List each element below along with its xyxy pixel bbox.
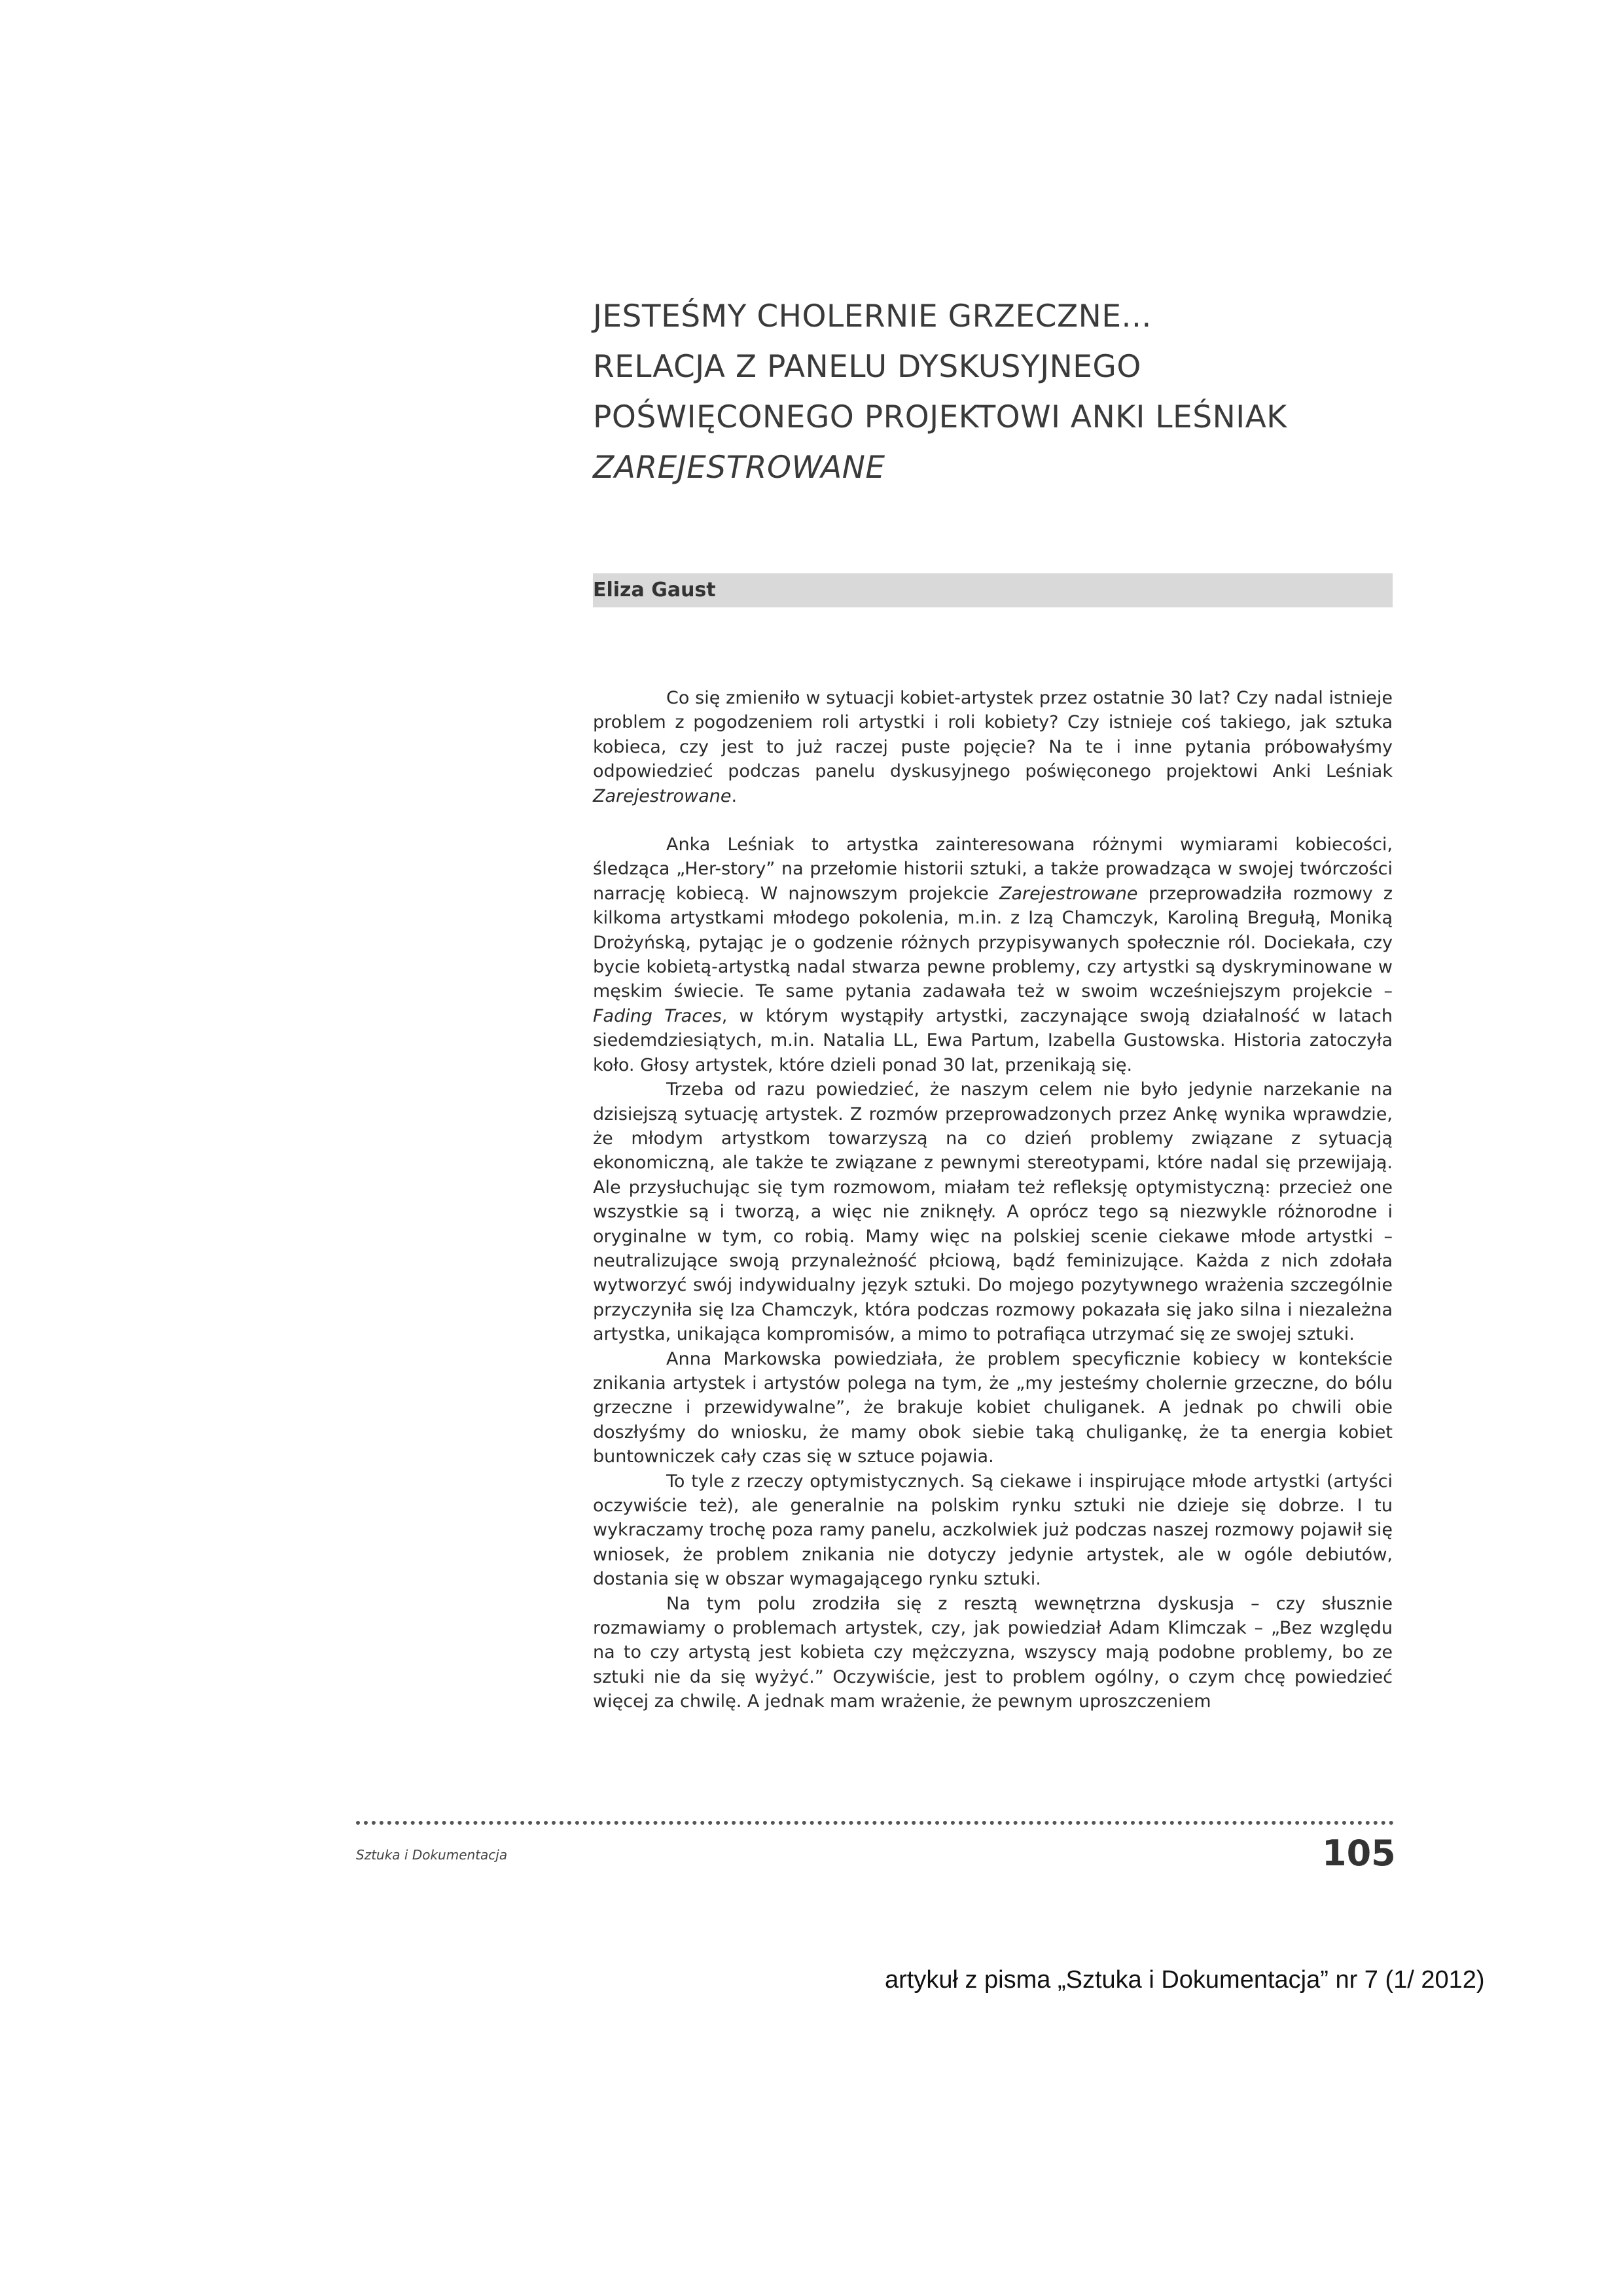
p1-project-title: Zarejestrowane [593, 785, 732, 806]
article-body [593, 686, 1393, 1714]
article-title [593, 291, 1411, 493]
footer-journal-name: Sztuka i Dokumentacja [356, 1847, 508, 1863]
p1-text-c: . [731, 785, 738, 806]
title-line-2: RELACJA Z PANELU DYSKUSYJNEGO [593, 349, 1141, 385]
author-name: Eliza Gaust [593, 579, 716, 601]
p2-project-title: Zarejestrowane [999, 883, 1138, 904]
p2-fading-traces: Fading Traces [593, 1005, 722, 1026]
author-bar [593, 573, 1393, 607]
paragraph-1 [593, 686, 1393, 808]
p2-text-e: , w którym wystąpiły artystki, zaczynające swoją działalność w latach siedemdziesiątych, m.in. Natalia LL, Ewa Partum, Izabella Gustowska. Historia zatoczyła koło. Głosy artystek, które dzieli ponad 30 lat, przenikają się. [593, 1005, 1393, 1075]
paragraph-2 [593, 833, 1393, 1077]
paragraph-4: Anna Markowska powiedziała, że problem specyficznie kobiecy w kontekście znikania artystek i artystów polega na tym, że „my jesteśmy cholernie grzeczne, do bólu grzeczne i przewidywalne”, że brakuje kobiet chuliganek. A jednak po chwili obie doszłyśmy do wniosku, że mamy obok siebie taką chuligankę, że ta energia kobiet buntowniczek cały czas się w sztuce pojawia. [593, 1348, 1393, 1467]
p1-text-a: Co się zmieniło w sytuacji kobiet-artystek przez ostatnie 30 lat? Czy nadal istnieje problem z pogodzeniem roli artystki i roli kobiety? Czy istnieje coś takiego, jak sztuka kobieca, czy jest to już raczej puste pojęcie? Na te i inne pytania próbowałyśmy odpowiedzieć podczas panelu dyskusyjnego poświęconego projektowi Anki Leśniak [593, 688, 1393, 782]
paragraph-5: To tyle z rzeczy optymistycznych. Są ciekawe i inspirujące młode artystki (artyści oczywiście też), ale generalnie na polskim rynku sztuki nie dzieje się dobrze. I tu wykraczamy trochę poza ramy panelu, aczkolwiek już podczas naszej rozmowy pojawił się wniosek, że problem znikania nie dotyczy jedynie artystek, ale w ogóle debiutów, dostania się w obszar wymagającego rynku sztuki. [593, 1471, 1393, 1590]
title-line-4: ZAREJESTROWANE [593, 450, 885, 486]
paragraph-3: Trzeba od razu powiedzieć, że naszym celem nie było jedynie narzekanie na dzisiejszą sytuację artystek. Z rozmów przeprowadzonych przez Ankę wynika wprawdzie, że młodym artystkom towarzyszą na co dzień problemy związane z sytuacją ekonomiczną, ale także te związane z pewnymi stereotypami, które nadal się przewijają. Ale przysłuchując się tym rozmowom, miałam też refleksję optymistyczną: przecież one wszystkie są i tworzą, a więc nie zniknęły. A oprócz tego są niezwykle różnorodne i oryginalne w tym, co robią. Mamy więc na polskiej scenie ciekawe młode artystki – neutralizujące swoją przynależność płciową, bądź feminizujące. Każda z nich zdołała wytworzyć swój indywidualny język sztuki. Do mojego pozytywnego wrażenia szczególnie przyczyniła się Iza Chamczyk, która podczas rozmowy pokazała się jako silna i niezależna artystka, unikająca kompromisów, a mimo to potrafiąca utrzymać się ze swojej sztuki. [593, 1079, 1393, 1345]
title-line-1: JESTEŚMY CHOLERNIE GRZECZNE... [593, 298, 1152, 334]
p2-text-c: przeprowadziła rozmowy z kilkoma artystkami młodego pokolenia, m.in. z Izą Chamczyk, Karoliną Bregułą, Moniką Drożyńską, pytając je o godzenie różnych przypisywanych społecznie ról. Dociekała, czy bycie kobietą-artystką nadal stwarza pewne problemy, czy artystki są dyskryminowane w męskim świecie. Te same pytania zadawała też w swoim wcześniejszym projekcie – [593, 883, 1393, 1002]
page-number: 105 [1322, 1833, 1396, 1874]
title-line-3: POŚWIĘCONEGO PROJEKTOWI ANKI LEŚNIAK [593, 399, 1287, 435]
footer-dotted-rule [356, 1821, 1394, 1825]
source-caption: artykuł z pisma „Sztuka i Dokumentacja” nr 7 (1/ 2012) [885, 1966, 1485, 1994]
p2-text-a: Anka Leśniak to artystka zainteresowana różnymi wymiarami kobiecości, śledząca „Her-story” na przełomie historii sztuki, a także prowadząca w swojej twórczości narrację kobiecą. W najnowszym projekcie [593, 834, 1393, 904]
paragraph-6: Na tym polu zrodziła się z resztą wewnętrzna dyskusja – czy słusznie rozmawiamy o problemach artystek, czy, jak powiedział Adam Klimczak – „Bez względu na to czy artystą jest kobieta czy mężczyzna, wszyscy mają podobne problemy, bo ze sztuki nie da się wyżyć.” Oczywiście, jest to problem ogólny, o czym chcę powiedzieć więcej za chwilę. A jednak mam wrażenie, że pewnym uproszczeniem [593, 1593, 1393, 1712]
